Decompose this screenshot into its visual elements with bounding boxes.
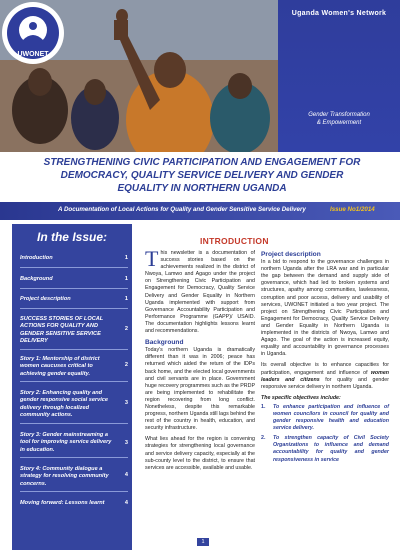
objective-text: To strengthen capacity of Civil Society Organizations to influence and demand accountability for quality and gender responsiveness in service: [273, 435, 389, 463]
section-heading-introduction: INTRODUCTION: [200, 236, 269, 246]
objective-item: [261, 404, 389, 432]
objective-text: To enhance participation and influence of women councilors in council for quality and gender responsive health and education service delivery.: [273, 403, 389, 432]
toc-item-label: Story 1: Mentorship of district women caucuses critical to achieving gender equality.: [20, 356, 100, 377]
toc-item-page: 3: [124, 440, 128, 446]
project-paragraph-2: [261, 362, 389, 390]
background-paragraph-1: Today's northern Uganda is dramatically different than it was in 2006; peace has returned which aided the return of the IDPs back home, and the elected local governments and civil servants are in place. Government huge recovery programmes such as the PRDP are being implemented to rehabilitate the region recovering from long conflict. Nonetheless, despite this remarkable progress, northern Uganda still lags behind the rest of the country in health, education, and security infrastructure.: [145, 347, 255, 432]
org-name: Uganda Women's Network: [291, 10, 387, 17]
org-tagline-1: Gender Transformation: [308, 112, 370, 118]
objective-item: [261, 435, 389, 463]
subtitle: A Documentation of Local Actions for Quality and Gender Sensitive Service Delivery: [58, 206, 306, 213]
toc-item-story-1[interactable]: [20, 356, 128, 382]
toc-item-background[interactable]: [20, 276, 128, 289]
table-of-contents: [12, 224, 132, 550]
cover-photo: [0, 0, 400, 152]
toc-item-label: Background: [20, 276, 53, 282]
logo-text: UWONET: [17, 51, 49, 58]
toc-item-label: Introduction: [20, 255, 53, 261]
toc-item-story-4[interactable]: [20, 466, 128, 492]
issue-number: Issue No1/2014: [330, 206, 375, 213]
background-paragraph-2: What lies ahead for the region is convening strategies for strengthening local governance and service delivery capacity, especially at the sub-county level to the district, to ensure that services are accessible, available and usable.: [145, 436, 255, 471]
newsletter-title: STRENGTHENING CIVIC PARTICIPATION AND ENGAGEMENT FOR DEMOCRACY, QUALITY SERVICE DELIVERY AND GENDER EQUALITY IN NORTHERN UGANDA: [43, 157, 361, 194]
project-paragraph-1: In a bid to respond to the governance challenges in northern Uganda after the LRA war and in particular the gap between the demand and supply side of governance, which had led to broken systems and structures, apathy among communities, lawlessness, corruption and poor access, delivery and usability of services, UWONET initiated a two year project. The project on Strengthening Civic Participation and Engagement for Democracy, Quality Service Delivery and Gender Equality in Northern Uganda is implemented in the districts of Nwoya, Lamwo and Agago. The goal of the action is increased equity, equality and accountability in governance processes in Uganda.: [261, 259, 389, 358]
toc-item-page: 1: [124, 276, 128, 282]
objective-number: 2.: [261, 435, 266, 442]
objective-number: 1.: [261, 403, 266, 410]
toc-item-label: Story 4: Community dialogue a strategy for resolving community concerns.: [20, 466, 109, 487]
objectives-heading: The specific objectives include:: [261, 394, 341, 401]
subtitle-bar: [0, 202, 400, 220]
toc-item-page: 1: [124, 296, 128, 302]
toc-item-label: Project description: [20, 296, 71, 302]
toc-item-label: SUCCESS STORIES OF LOCAL ACTIONS FOR QUALITY AND GENDER SENSITIVE SERVICE DELIVERY: [20, 316, 104, 345]
toc-item-label: Story 3: Gender mainstreaming a tool for improving service delivery in education.: [20, 432, 112, 453]
org-tagline-2: & Empowerment: [316, 120, 362, 126]
toc-item-project-description[interactable]: [20, 296, 128, 309]
project-text-emphasis: women leaders and citizens: [261, 369, 389, 383]
drop-cap: T: [145, 246, 159, 271]
text-column-left: [145, 246, 255, 476]
project-text-a: Its overall objective is to enhance capacities for participation, engagement and influence of: [261, 362, 389, 376]
toc-item-page: 4: [124, 500, 128, 506]
intro-paragraph: [145, 246, 255, 335]
toc-item-page: 1: [124, 255, 128, 261]
toc-item-page: 4: [124, 472, 128, 478]
text-column-right: [261, 250, 389, 467]
intro-text: his newsletter is a documentation of success stories based on the achievements realized in the district of Nwoya, Lamwo and Agago under the project on Strengthening Civic Participation and Engagement for Democracy, Quality Service Delivery and Gender Equality in Northern Uganda implemented with support from Governance Accountability Participation and Performance Programme (GAPP)/ USAID. The documentation highlights lessons learnt and recommendations.: [145, 250, 255, 335]
page-number: 1: [197, 538, 209, 546]
toc-item-page: 3: [124, 400, 128, 406]
background-heading: Background: [145, 339, 184, 347]
toc-item-moving-forward[interactable]: [20, 500, 128, 513]
toc-item-label: Story 2: Enhancing quality and gender responsive social service delivery through localized community actions.: [20, 390, 108, 419]
toc-item-story-2[interactable]: [20, 390, 128, 424]
project-heading: Project description: [261, 251, 321, 258]
org-panel: [278, 0, 400, 152]
toc-item-label: Moving forward: Lessons learnt: [20, 500, 105, 506]
toc-item-story-3[interactable]: [20, 432, 128, 458]
toc-heading: In the Issue:: [36, 230, 107, 244]
toc-item-page: 2: [124, 362, 128, 368]
project-text-c: for quality and gender responsive service delivery in northern Uganda.: [261, 376, 389, 390]
toc-item-page: 2: [124, 326, 128, 332]
toc-item-introduction[interactable]: [20, 255, 128, 268]
uwonet-logo: [0, 0, 66, 66]
toc-item-success-stories[interactable]: [20, 316, 128, 350]
